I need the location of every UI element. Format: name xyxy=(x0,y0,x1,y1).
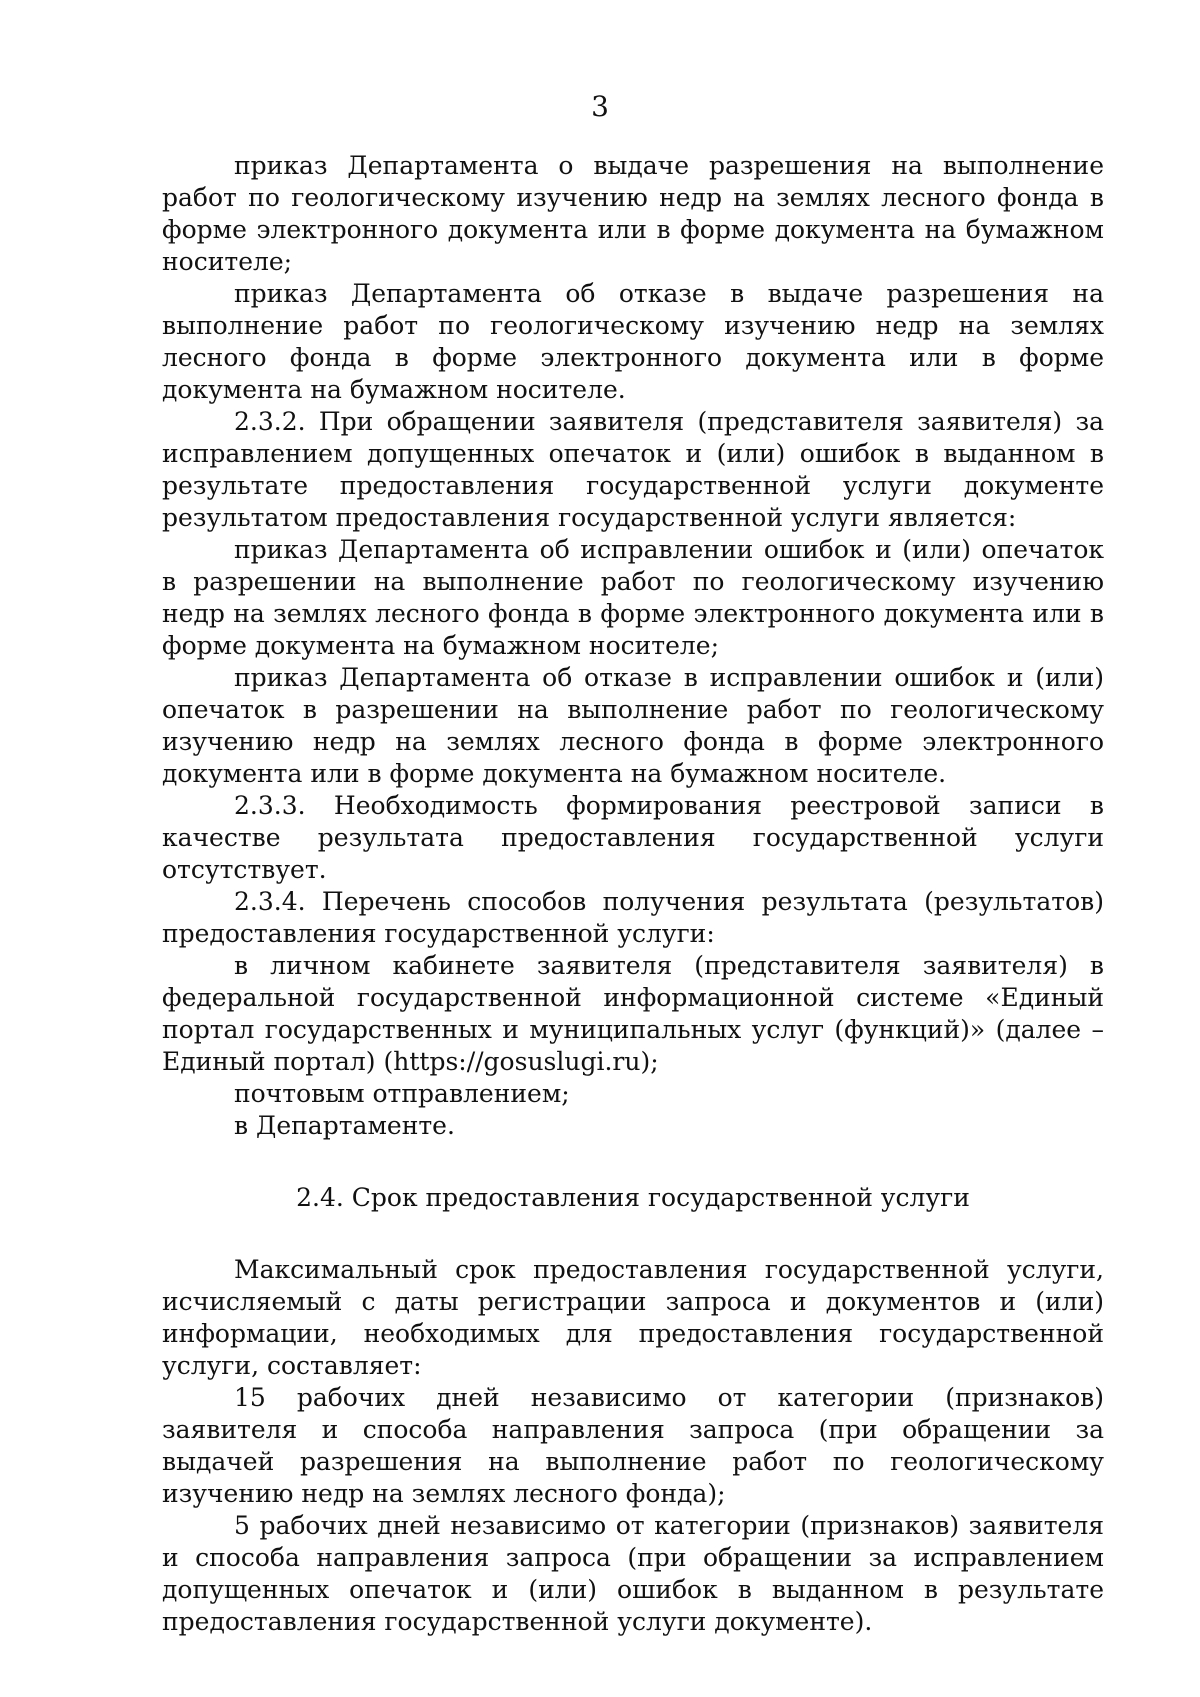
paragraph-order-correction: приказ Департамента об исправлении ошибок и (или) опечаток в разрешении на выполнение работ по геологическому изучению недр на землях лесного фонда в форме электронного документа или в форме документа на бумажном носителе; xyxy=(162,535,1104,660)
section-heading-2-4: 2.4. Срок предоставления государственной услуги xyxy=(296,1183,970,1212)
paragraph-order-issue: приказ Департамента о выдаче разрешения на выполнение работ по геологическому изучению недр на землях лесного фонда в форме электронного документа или в форме документа на бумажном носителе; xyxy=(162,151,1104,276)
page-number: 3 xyxy=(591,90,609,123)
paragraph-department: в Департаменте. xyxy=(234,1111,455,1140)
paragraph-15-days: 15 рабочих дней независимо от категории (признаков) заявителя и способа направления запроса (при обращении за выдачей разрешения на выполнение работ по геологическому изучению недр на землях лесного фонда); xyxy=(162,1383,1104,1508)
paragraph-order-correction-refusal: приказ Департамента об отказе в исправлении ошибок и (или) опечаток в разрешении на выполнение работ по геологическому изучению недр на землях лесного фонда в форме электронного документа или в форме документа на бумажном носителе. xyxy=(162,663,1104,788)
document-body xyxy=(162,150,1104,1638)
paragraph-max-term: Максимальный срок предоставления государственной услуги, исчисляемый с даты регистрации запроса и документов и (или) информации, необходимых для предоставления государственной услуги, составляет: xyxy=(162,1255,1104,1380)
paragraph-5-days: 5 рабочих дней независимо от категории (признаков) заявителя и способа направления запроса (при обращении за исправлением допущенных опечаток и (или) ошибок в выданном в результате предоставления государственной услуги документе). xyxy=(162,1511,1104,1636)
paragraph-2-3-3: 2.3.3. Необходимость формирования реестровой записи в качестве результата предоставления государственной услуги отсутствует. xyxy=(162,791,1104,884)
paragraph-2-3-2: 2.3.2. При обращении заявителя (представителя заявителя) за исправлением допущенных опечаток и (или) ошибок в выданном в результате предоставления государственной услуги документе результатом предоставления государственной услуги является: xyxy=(162,407,1104,532)
paragraph-postal: почтовым отправлением; xyxy=(234,1079,570,1108)
paragraph-personal-cabinet: в личном кабинете заявителя (представителя заявителя) в федеральной государственной информационной системе «Единый портал государственных и муниципальных услуг (функций)» (далее – Единый портал) (https://gosuslugi.ru); xyxy=(162,951,1104,1076)
paragraph-2-3-4: 2.3.4. Перечень способов получения результата (результатов) предоставления государственной услуги: xyxy=(162,887,1104,948)
paragraph-order-refusal: приказ Департамента об отказе в выдаче разрешения на выполнение работ по геологическому изучению недр на землях лесного фонда в форме электронного документа или в форме документа на бумажном носителе. xyxy=(162,279,1104,404)
